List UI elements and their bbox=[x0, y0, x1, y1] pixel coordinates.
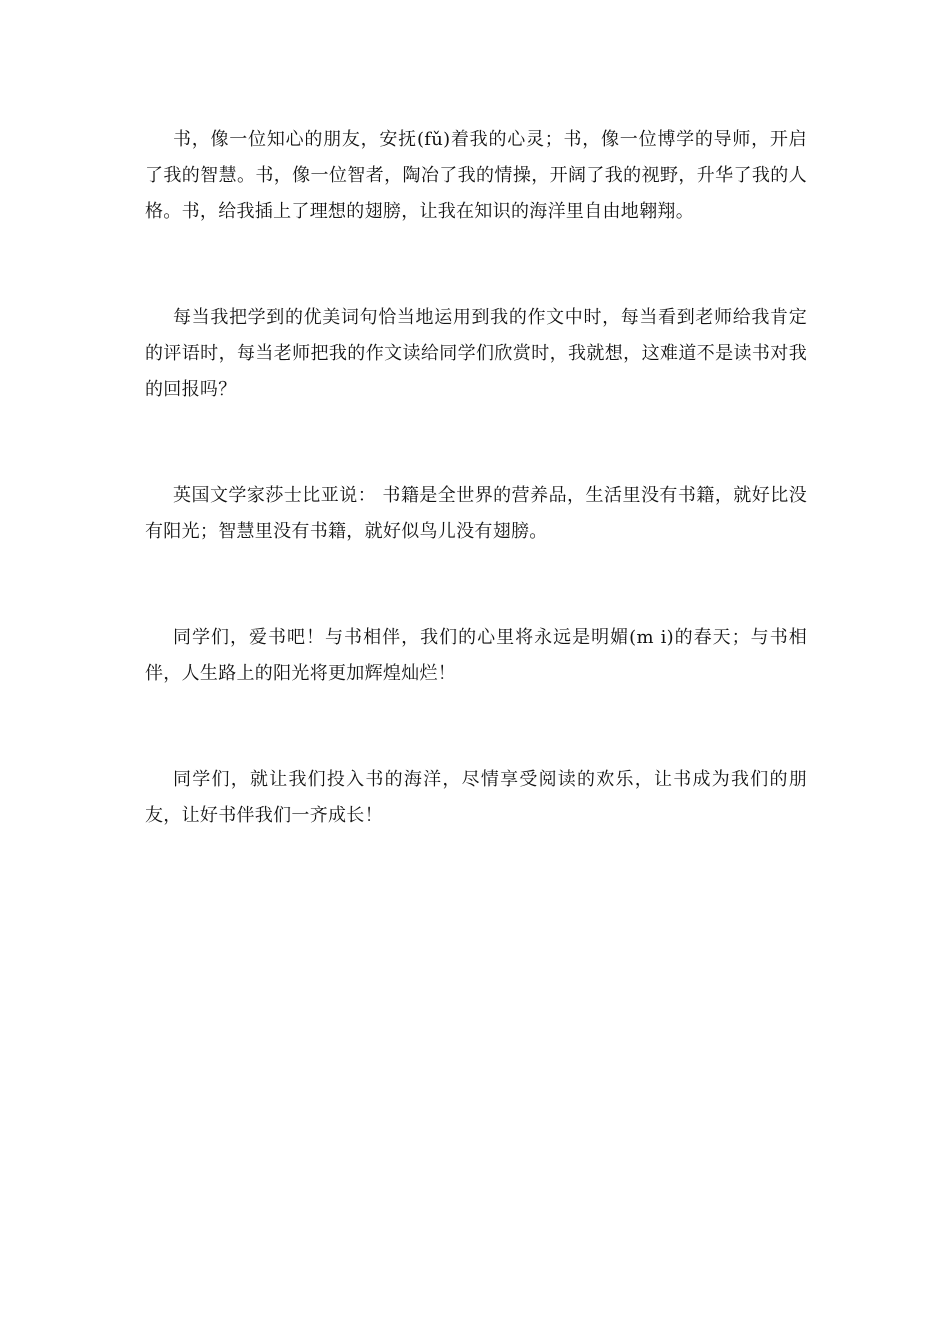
paragraph-book-as-friend: 书，像一位知心的朋友，安抚(fǔ)着我的心灵；书，像一位博学的导师，开启了我的智慧。书，像一位智者，陶冶了我的情操，开阔了我的视野，升华了我的人格。书，给我插上了理想的翅膀，让我在知识的海洋里自由地翱翔。 bbox=[145, 129, 807, 222]
paragraph-closing: 同学们，就让我们投入书的海洋，尽情享受阅读的欢乐，让书成为我们的朋友，让好书伴我们一齐成长！ bbox=[145, 769, 807, 826]
paragraph-reading-reward: 每当我把学到的优美词句恰当地运用到我的作文中时，每当看到老师给我肯定的评语时，每当老师把我的作文读给同学们欣赏时，我就想，这难道不是读书对我的回报吗？ bbox=[145, 307, 807, 400]
paragraph-shakespeare-quote: 英国文学家莎士比亚说： 书籍是全世界的营养品，生活里没有书籍，就好比没有阳光；智慧里没有书籍，就好似鸟儿没有翅膀。 bbox=[145, 485, 807, 542]
paragraph-love-books: 同学们，爱书吧！与书相伴，我们的心里将永远是明媚(m i)的春天；与书相伴，人生路上的阳光将更加辉煌灿烂！ bbox=[145, 627, 807, 684]
